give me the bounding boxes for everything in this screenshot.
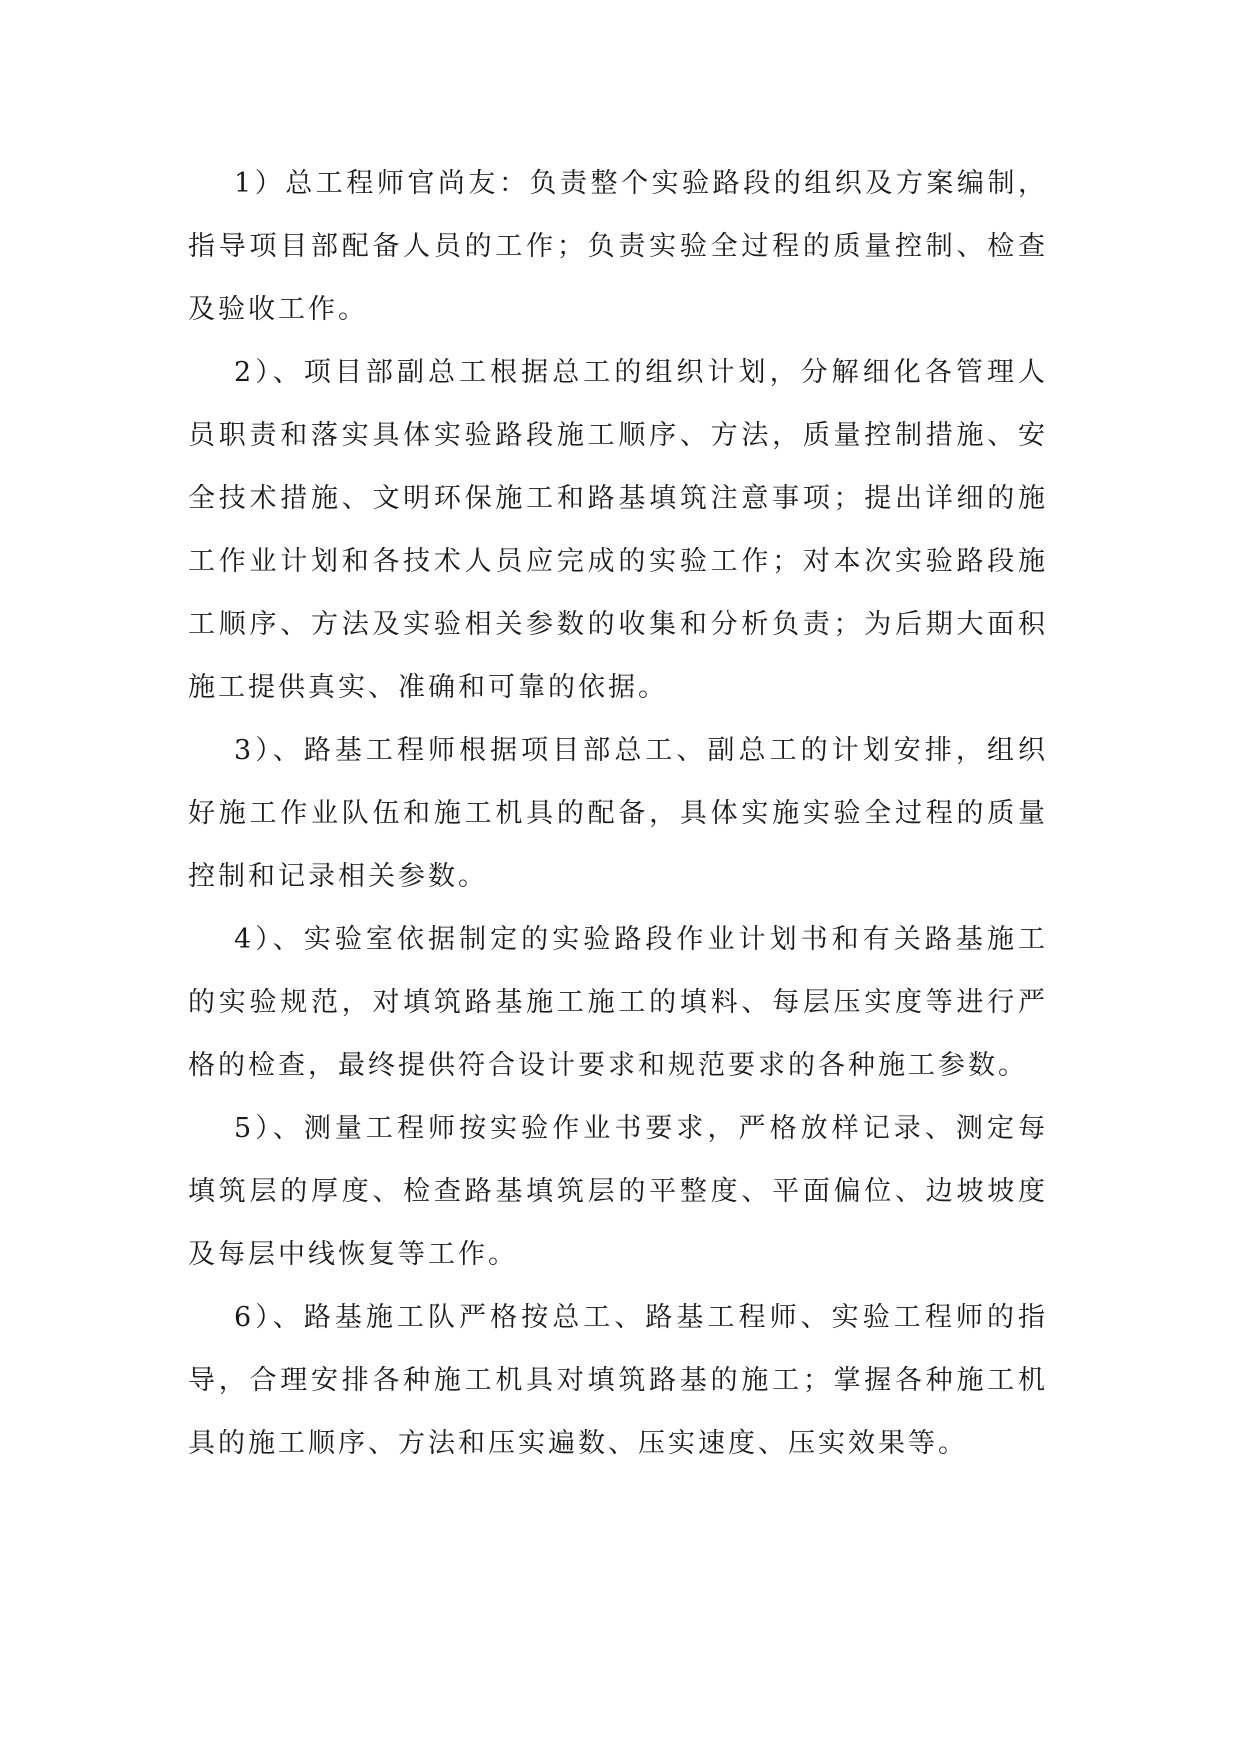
paragraph-6: 6）、路基施工队严格按总工、路基工程师、实验工程师的指导，合理安排各种施工机具对填筑路基的施工；掌握各种施工机具的施工顺序、方法和压实遍数、压实速度、压实效果等。: [188, 1302, 1048, 1459]
document-body: [188, 152, 1048, 1475]
paragraph-1: 1）总工程师官尚友：负责整个实验路段的组织及方案编制，指导项目部配备人员的工作；负责实验全过程的质量控制、检查及验收工作。: [188, 168, 1048, 325]
paragraph-3: 3）、路基工程师根据项目部总工、副总工的计划安排，组织好施工作业队伍和施工机具的配备，具体实施实验全过程的质量控制和记录相关参数。: [188, 735, 1048, 892]
paragraph-4: 4）、实验室依据制定的实验路段作业计划书和有关路基施工的实验规范，对填筑路基施工施工的填料、每层压实度等进行严格的检查，最终提供符合设计要求和规范要求的各种施工参数。: [188, 924, 1048, 1081]
paragraph-2: 2）、项目部副总工根据总工的组织计划，分解细化各管理人员职责和落实具体实验路段施工顺序、方法，质量控制措施、安全技术措施、文明环保施工和路基填筑注意事项；提出详细的施工作业计划和各技术人员应完成的实验工作；对本次实验路段施工顺序、方法及实验相关参数的收集和分析负责；为后期大面积施工提供真实、准确和可靠的依据。: [188, 357, 1048, 703]
paragraph-5: 5）、测量工程师按实验作业书要求，严格放样记录、测定每填筑层的厚度、检查路基填筑层的平整度、平面偏位、边坡坡度及每层中线恢复等工作。: [188, 1113, 1048, 1270]
